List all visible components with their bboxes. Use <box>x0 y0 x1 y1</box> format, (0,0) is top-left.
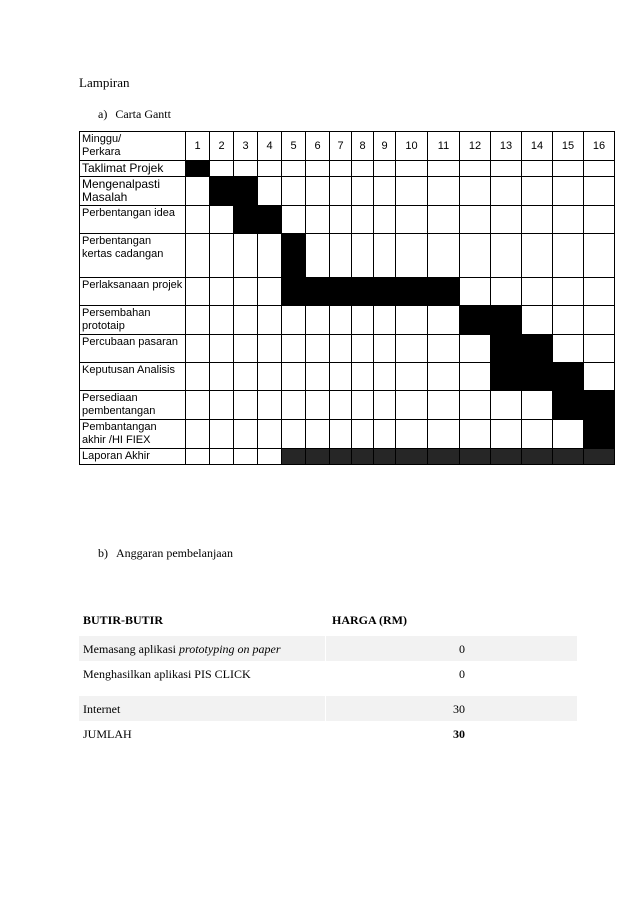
budget-row <box>79 636 577 661</box>
gantt-week-header: 8 <box>352 132 374 161</box>
gantt-empty-cell <box>186 420 210 449</box>
budget-total-row <box>79 721 577 746</box>
gantt-filled-cell <box>396 449 428 465</box>
gantt-empty-cell <box>234 234 258 278</box>
gantt-empty-cell <box>522 234 553 278</box>
gantt-filled-cell <box>491 449 522 465</box>
gantt-empty-cell <box>374 335 396 363</box>
gantt-empty-cell <box>330 335 352 363</box>
gantt-task-label: Mengenalpasti Masalah <box>80 177 186 206</box>
gantt-task-label: Taklimat Projek <box>80 161 186 177</box>
gantt-empty-cell <box>210 363 234 391</box>
gantt-empty-cell <box>584 206 615 234</box>
gantt-task-row <box>80 449 615 465</box>
gantt-empty-cell <box>306 234 330 278</box>
gantt-filled-cell <box>491 306 522 335</box>
gantt-task-label: Perlaksanaan projek <box>80 278 186 306</box>
gantt-filled-cell <box>584 391 615 420</box>
gantt-filled-cell <box>553 391 584 420</box>
gantt-empty-cell <box>460 278 491 306</box>
gantt-empty-cell <box>396 391 428 420</box>
gantt-filled-cell <box>584 449 615 465</box>
gantt-empty-cell <box>306 391 330 420</box>
gantt-empty-cell <box>306 161 330 177</box>
gantt-empty-cell <box>306 177 330 206</box>
gantt-empty-cell <box>210 420 234 449</box>
gantt-filled-cell <box>396 278 428 306</box>
gantt-empty-cell <box>306 206 330 234</box>
gantt-empty-cell <box>522 420 553 449</box>
gantt-empty-cell <box>330 234 352 278</box>
gantt-empty-cell <box>396 363 428 391</box>
gantt-filled-cell <box>374 449 396 465</box>
gantt-week-header: 3 <box>234 132 258 161</box>
gantt-task-label: Persembahan prototaip <box>80 306 186 335</box>
budget-header-row <box>79 607 577 632</box>
gantt-empty-cell <box>428 206 460 234</box>
gantt-empty-cell <box>428 391 460 420</box>
gantt-filled-cell <box>460 449 491 465</box>
subsection-a-marker: a) <box>98 107 108 121</box>
gantt-week-header: 7 <box>330 132 352 161</box>
gantt-empty-cell <box>491 278 522 306</box>
budget-row <box>79 661 577 686</box>
gantt-empty-cell <box>282 335 306 363</box>
gantt-empty-cell <box>374 206 396 234</box>
gantt-empty-cell <box>234 363 258 391</box>
gantt-empty-cell <box>282 177 306 206</box>
gantt-week-header: 9 <box>374 132 396 161</box>
gantt-empty-cell <box>258 363 282 391</box>
gantt-empty-cell <box>584 177 615 206</box>
gantt-empty-cell <box>258 335 282 363</box>
gantt-empty-cell <box>258 161 282 177</box>
gantt-empty-cell <box>234 449 258 465</box>
gantt-empty-cell <box>491 206 522 234</box>
gantt-task-label: Persediaan pembentangan <box>80 391 186 420</box>
gantt-empty-cell <box>522 161 553 177</box>
subsection-b-heading <box>98 546 233 561</box>
gantt-empty-cell <box>210 206 234 234</box>
gantt-empty-cell <box>258 391 282 420</box>
gantt-empty-cell <box>522 306 553 335</box>
budget-row-item: Internet <box>83 702 121 716</box>
gantt-empty-cell <box>282 363 306 391</box>
gantt-filled-cell <box>282 449 306 465</box>
gantt-task-row <box>80 363 615 391</box>
gantt-chart-table <box>79 131 615 465</box>
gantt-empty-cell <box>282 206 306 234</box>
gantt-filled-cell <box>234 177 258 206</box>
gantt-empty-cell <box>522 206 553 234</box>
budget-row-price: 0 <box>459 667 465 681</box>
gantt-filled-cell <box>258 206 282 234</box>
gantt-empty-cell <box>306 306 330 335</box>
gantt-task-row <box>80 206 615 234</box>
gantt-empty-cell <box>186 206 210 234</box>
gantt-filled-cell <box>210 177 234 206</box>
budget-row-price: 0 <box>459 642 465 656</box>
gantt-empty-cell <box>396 335 428 363</box>
gantt-filled-cell <box>460 306 491 335</box>
gantt-filled-cell <box>282 234 306 278</box>
gantt-empty-cell <box>584 306 615 335</box>
gantt-empty-cell <box>491 177 522 206</box>
gantt-empty-cell <box>428 161 460 177</box>
gantt-filled-cell <box>330 278 352 306</box>
gantt-filled-cell <box>553 363 584 391</box>
gantt-empty-cell <box>553 161 584 177</box>
gantt-empty-cell <box>258 177 282 206</box>
gantt-empty-cell <box>460 161 491 177</box>
gantt-empty-cell <box>282 420 306 449</box>
gantt-empty-cell <box>186 177 210 206</box>
gantt-filled-cell <box>522 363 553 391</box>
gantt-task-label: Pembantangan akhir /HI FIEX <box>80 420 186 449</box>
gantt-empty-cell <box>330 206 352 234</box>
gantt-empty-cell <box>258 234 282 278</box>
gantt-empty-cell <box>186 363 210 391</box>
gantt-empty-cell <box>234 335 258 363</box>
gantt-empty-cell <box>553 306 584 335</box>
gantt-week-header: 11 <box>428 132 460 161</box>
gantt-filled-cell <box>234 206 258 234</box>
gantt-week-header: 10 <box>396 132 428 161</box>
gantt-empty-cell <box>522 391 553 420</box>
gantt-empty-cell <box>584 278 615 306</box>
budget-total-price: 30 <box>453 727 465 741</box>
gantt-filled-cell <box>522 449 553 465</box>
gantt-empty-cell <box>210 335 234 363</box>
gantt-task-row <box>80 177 615 206</box>
budget-header-price: HARGA (RM) <box>332 613 407 627</box>
gantt-empty-cell <box>460 420 491 449</box>
gantt-task-row <box>80 391 615 420</box>
gantt-filled-cell <box>306 449 330 465</box>
gantt-empty-cell <box>396 161 428 177</box>
section-title: Lampiran <box>79 75 130 90</box>
gantt-empty-cell <box>396 177 428 206</box>
gantt-week-header: 15 <box>553 132 584 161</box>
gantt-filled-cell <box>553 449 584 465</box>
gantt-task-label: Percubaan pasaran <box>80 335 186 363</box>
gantt-empty-cell <box>553 206 584 234</box>
gantt-empty-cell <box>491 234 522 278</box>
gantt-empty-cell <box>282 391 306 420</box>
gantt-empty-cell <box>374 234 396 278</box>
gantt-empty-cell <box>584 363 615 391</box>
gantt-empty-cell <box>553 234 584 278</box>
gantt-empty-cell <box>330 177 352 206</box>
subsection-a-title: Carta Gantt <box>115 107 171 121</box>
gantt-empty-cell <box>186 306 210 335</box>
gantt-empty-cell <box>352 391 374 420</box>
gantt-week-header: 13 <box>491 132 522 161</box>
gantt-empty-cell <box>553 420 584 449</box>
gantt-filled-cell <box>352 449 374 465</box>
gantt-filled-cell <box>491 335 522 363</box>
gantt-empty-cell <box>584 335 615 363</box>
gantt-empty-cell <box>234 391 258 420</box>
gantt-empty-cell <box>186 234 210 278</box>
gantt-empty-cell <box>352 206 374 234</box>
gantt-task-label: Laporan Akhir <box>80 449 186 465</box>
gantt-empty-cell <box>186 335 210 363</box>
subsection-b-marker: b) <box>98 546 108 560</box>
gantt-week-header: 6 <box>306 132 330 161</box>
gantt-empty-cell <box>374 391 396 420</box>
budget-row-item-italic: prototyping on paper <box>178 642 281 656</box>
gantt-filled-cell <box>330 449 352 465</box>
gantt-empty-cell <box>210 278 234 306</box>
gantt-empty-cell <box>584 161 615 177</box>
gantt-task-row <box>80 234 615 278</box>
gantt-empty-cell <box>186 449 210 465</box>
gantt-week-header: 4 <box>258 132 282 161</box>
gantt-empty-cell <box>491 391 522 420</box>
gantt-task-row <box>80 335 615 363</box>
gantt-empty-cell <box>460 391 491 420</box>
gantt-empty-cell <box>374 177 396 206</box>
gantt-week-header: 12 <box>460 132 491 161</box>
gantt-empty-cell <box>306 335 330 363</box>
gantt-filled-cell <box>352 278 374 306</box>
gantt-empty-cell <box>396 234 428 278</box>
gantt-empty-cell <box>234 161 258 177</box>
gantt-empty-cell <box>428 420 460 449</box>
gantt-empty-cell <box>374 306 396 335</box>
gantt-empty-cell <box>428 177 460 206</box>
gantt-filled-cell <box>428 449 460 465</box>
gantt-empty-cell <box>396 206 428 234</box>
gantt-filled-cell <box>282 278 306 306</box>
gantt-empty-cell <box>428 335 460 363</box>
gantt-empty-cell <box>210 306 234 335</box>
gantt-empty-cell <box>330 363 352 391</box>
gantt-empty-cell <box>186 278 210 306</box>
gantt-empty-cell <box>330 420 352 449</box>
gantt-empty-cell <box>258 449 282 465</box>
gantt-empty-cell <box>352 363 374 391</box>
gantt-empty-cell <box>352 234 374 278</box>
gantt-empty-cell <box>330 161 352 177</box>
gantt-empty-cell <box>428 363 460 391</box>
gantt-header-label: Minggu/ Perkara <box>80 132 186 161</box>
gantt-week-header: 5 <box>282 132 306 161</box>
gantt-empty-cell <box>491 420 522 449</box>
subsection-b-title: Anggaran pembelanjaan <box>116 546 233 560</box>
budget-row-price: 30 <box>453 702 465 716</box>
gantt-empty-cell <box>374 363 396 391</box>
gantt-filled-cell <box>186 161 210 177</box>
gantt-empty-cell <box>374 420 396 449</box>
gantt-empty-cell <box>234 306 258 335</box>
gantt-empty-cell <box>460 206 491 234</box>
gantt-empty-cell <box>282 161 306 177</box>
gantt-empty-cell <box>330 306 352 335</box>
gantt-empty-cell <box>258 306 282 335</box>
gantt-empty-cell <box>210 234 234 278</box>
gantt-empty-cell <box>234 278 258 306</box>
gantt-empty-cell <box>396 306 428 335</box>
gantt-week-header: 14 <box>522 132 553 161</box>
gantt-filled-cell <box>584 420 615 449</box>
gantt-empty-cell <box>210 449 234 465</box>
gantt-empty-cell <box>306 420 330 449</box>
gantt-empty-cell <box>258 420 282 449</box>
budget-row-item: Memasang aplikasi prototyping on paper <box>83 642 281 656</box>
gantt-empty-cell <box>352 306 374 335</box>
gantt-empty-cell <box>374 161 396 177</box>
budget-total-label: JUMLAH <box>83 727 132 741</box>
gantt-empty-cell <box>210 161 234 177</box>
gantt-task-row <box>80 420 615 449</box>
gantt-filled-cell <box>428 278 460 306</box>
gantt-task-label: Perbentangan kertas cadangan <box>80 234 186 278</box>
gantt-empty-cell <box>584 234 615 278</box>
budget-table <box>79 607 577 746</box>
gantt-week-header: 1 <box>186 132 210 161</box>
budget-row-item: Menghasilkan aplikasi PIS CLICK <box>83 667 251 681</box>
gantt-empty-cell <box>522 278 553 306</box>
gantt-empty-cell <box>186 391 210 420</box>
gantt-empty-cell <box>460 363 491 391</box>
gantt-empty-cell <box>352 177 374 206</box>
gantt-empty-cell <box>396 420 428 449</box>
gantt-empty-cell <box>553 278 584 306</box>
gantt-empty-cell <box>352 420 374 449</box>
gantt-week-header: 16 <box>584 132 615 161</box>
gantt-task-label: Keputusan Analisis <box>80 363 186 391</box>
gantt-empty-cell <box>282 306 306 335</box>
gantt-empty-cell <box>306 363 330 391</box>
gantt-empty-cell <box>352 161 374 177</box>
gantt-empty-cell <box>428 234 460 278</box>
subsection-a-heading <box>98 107 171 122</box>
gantt-task-label: Perbentangan idea <box>80 206 186 234</box>
gantt-task-row <box>80 278 615 306</box>
gantt-empty-cell <box>234 420 258 449</box>
gantt-task-row <box>80 306 615 335</box>
budget-row <box>79 696 577 721</box>
gantt-header-row <box>80 132 615 161</box>
gantt-empty-cell <box>491 161 522 177</box>
gantt-filled-cell <box>522 335 553 363</box>
gantt-task-row <box>80 161 615 177</box>
gantt-empty-cell <box>258 278 282 306</box>
gantt-empty-cell <box>330 391 352 420</box>
gantt-empty-cell <box>553 335 584 363</box>
gantt-empty-cell <box>553 177 584 206</box>
gantt-empty-cell <box>460 177 491 206</box>
gantt-week-header: 2 <box>210 132 234 161</box>
gantt-empty-cell <box>522 177 553 206</box>
gantt-filled-cell <box>306 278 330 306</box>
gantt-filled-cell <box>491 363 522 391</box>
gantt-empty-cell <box>428 306 460 335</box>
gantt-empty-cell <box>210 391 234 420</box>
budget-header-item: BUTIR-BUTIR <box>83 613 164 627</box>
gantt-empty-cell <box>460 335 491 363</box>
gantt-empty-cell <box>460 234 491 278</box>
gantt-empty-cell <box>352 335 374 363</box>
gantt-filled-cell <box>374 278 396 306</box>
